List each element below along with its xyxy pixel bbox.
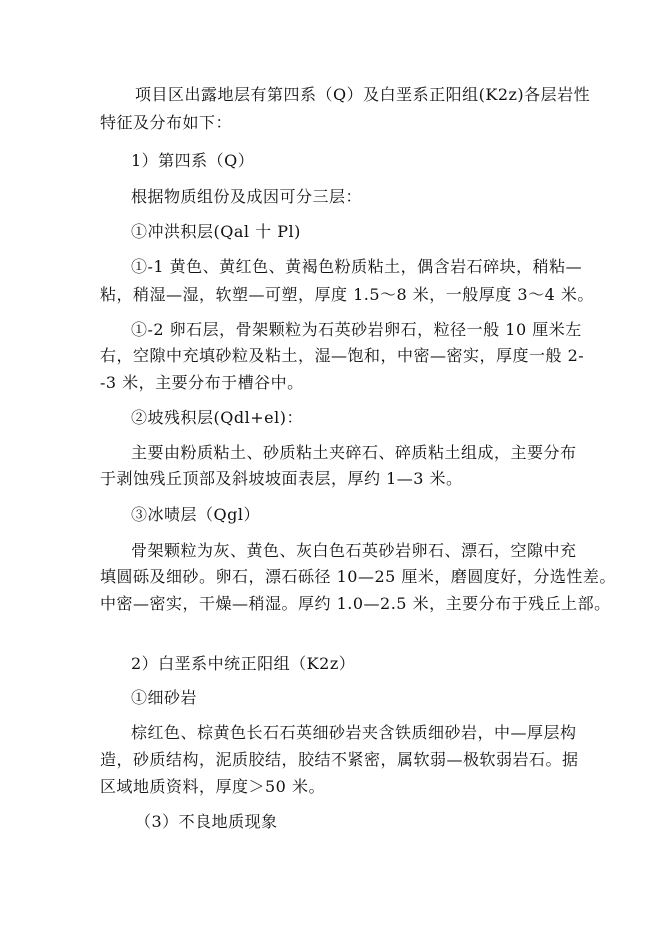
pebble-line-1: ①-2 卵石层，骨架颗粒为石英砂岩卵石，粒径一般 10 厘米左	[131, 320, 582, 339]
pebble-line-2: 右，空隙中充填砂粒及粘土，湿—饱和，中密—密实，厚度一般 2-	[100, 346, 585, 365]
sandstone-line-1: 棕红色、棕黄色长石石英细砂岩夹含铁质细砂岩，中—厚层构	[131, 723, 577, 742]
pebble-line-3: -3 米，主要分布于槽谷中。	[100, 373, 304, 392]
slope-line-2: 于剥蚀残丘顶部及斜坡坡面表层，厚约 1—3 米。	[100, 469, 463, 488]
intro-line-2: 特征及分布如下：	[100, 113, 233, 132]
heading-slope-residual: ②坡残积层(Qdl+el)：	[131, 408, 303, 427]
intro-line-1: 项目区出露地层有第四系（Q）及白垩系正阳组(K2z)各层岩性	[135, 85, 591, 104]
clay-line-1: ①-1 黄色、黄红色、黄褐色粉质粘土，偶含岩石碎块，稍粘—	[131, 257, 583, 276]
slope-line-1: 主要由粉质粘土、砂质粘土夹碎石、碎质粘土组成，主要分布	[131, 443, 577, 462]
classification-line: 根据物质组份及成因可分三层：	[131, 187, 363, 206]
sandstone-line-3: 区域地质资料，厚度＞50 米。	[100, 777, 325, 796]
glacial-line-2: 填圆砾及细砂。卵石，漂石砾径 10—25 厘米，磨圆度好，分选性差。	[100, 567, 616, 586]
heading-quaternary: 1）第四系（Q）	[131, 151, 255, 170]
heading-cretaceous: 2）白垩系中统正阳组（K2z）	[131, 654, 356, 673]
sandstone-line-2: 造，砂质结构，泥质胶结，胶结不紧密，属软弱—极软弱岩石。据	[100, 750, 579, 769]
heading-fine-sandstone: ①细砂岩	[131, 688, 198, 707]
glacial-line-1: 骨架颗粒为灰、黄色、灰白色石英砂岩卵石、漂石，空隙中充	[131, 541, 577, 560]
heading-adverse-geology: （3）不良地质现象	[135, 812, 278, 831]
heading-glacial: ③冰啧层（Qgl）	[131, 505, 260, 524]
glacial-line-3: 中密—密实，干燥—稍湿。厚约 1.0—2.5 米，主要分布于残丘上部。	[100, 594, 611, 613]
heading-alluvial: ①冲洪积层(Qal 十 Pl)	[131, 222, 301, 241]
clay-line-2: 粘，稍湿—湿，软塑—可塑，厚度 1.5～8 米，一般厚度 3～4 米。	[100, 285, 594, 304]
